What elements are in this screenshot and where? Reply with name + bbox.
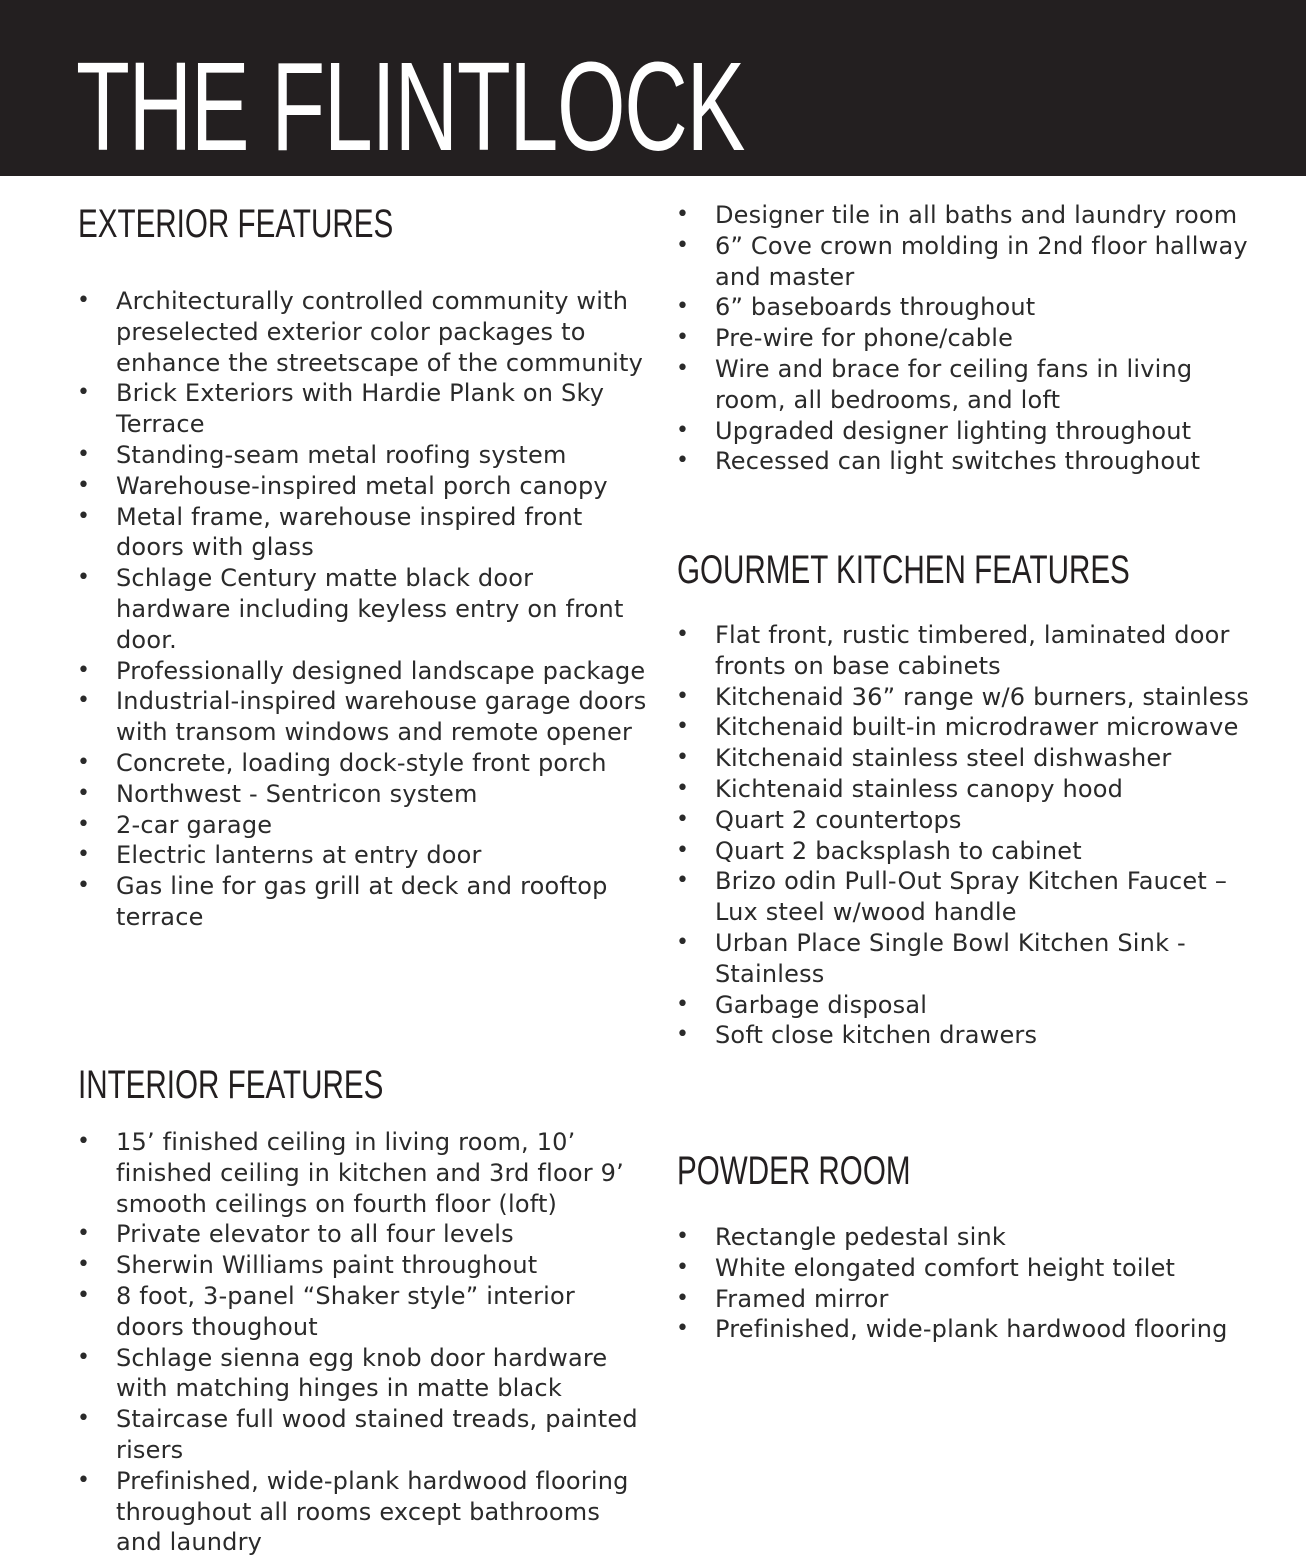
bullet-icon: • [676, 929, 690, 955]
list-item-text: Kitchenaid built-in microdrawer microwave [715, 713, 1239, 742]
list-item [77, 471, 649, 502]
list-item-text: Rectangle pedestal sink [715, 1223, 1006, 1251]
bullet-icon: • [77, 380, 91, 406]
list-item-text: Concrete, loading dock-style front porch [116, 748, 607, 777]
list-item-text: Kitchenaid stainless steel dishwasher [715, 744, 1172, 773]
list-item-text: Quart 2 backsplash to cabinet [715, 836, 1082, 865]
list-item-text: Schlage Century matte black door hardware including keyless entry on front door. [116, 564, 624, 654]
exterior-features-list [77, 286, 649, 933]
list-item [676, 1222, 1266, 1253]
bullet-icon: • [77, 1406, 91, 1432]
bullet-icon: • [676, 355, 690, 381]
bullet-icon: • [676, 325, 690, 351]
list-item-text: Pre-wire for phone/cable [715, 324, 1014, 353]
list-item-text: Schlage sienna egg knob door hardware with matching hinges in matte black [116, 1343, 608, 1403]
powder-room-list [676, 1222, 1266, 1345]
bullet-icon: • [77, 472, 91, 498]
list-item [77, 871, 649, 933]
bullet-icon: • [676, 417, 690, 443]
list-item [77, 779, 649, 810]
list-item-text: Framed mirror [715, 1284, 889, 1313]
list-item [77, 1127, 649, 1219]
list-item-text: Garbage disposal [715, 990, 928, 1019]
bullet-icon: • [77, 780, 91, 806]
list-item-text: Wire and brace for ceiling fans in living room, all bedrooms, and loft [715, 354, 1193, 414]
list-item-text: Soft close kitchen drawers [715, 1021, 1038, 1050]
bullet-icon: • [676, 202, 690, 227]
bullet-icon: • [77, 749, 91, 775]
list-item [676, 200, 1266, 231]
list-item-text: Designer tile in all baths and laundry room [715, 201, 1238, 229]
bullet-icon: • [77, 1282, 91, 1308]
list-item [676, 416, 1266, 447]
list-item [676, 805, 1266, 836]
list-item [77, 656, 649, 687]
list-item [77, 1219, 649, 1250]
list-item-text: Warehouse-inspired metal porch canopy [116, 471, 608, 500]
list-item [77, 748, 649, 779]
bullet-icon: • [77, 657, 91, 683]
list-item [676, 712, 1266, 743]
list-item [676, 682, 1266, 713]
list-item-text: Recessed can light switches throughout [715, 447, 1201, 476]
bullet-icon: • [676, 622, 690, 647]
list-item [77, 1343, 649, 1405]
kitchen-features-heading: GOURMET KITCHEN FEATURES [677, 548, 1130, 592]
list-item [676, 354, 1266, 416]
bullet-icon: • [77, 1344, 91, 1370]
bullet-icon: • [77, 441, 91, 467]
exterior-features-heading: EXTERIOR FEATURES [78, 202, 394, 246]
list-item [77, 502, 649, 564]
list-item [77, 1466, 649, 1558]
list-item [676, 620, 1266, 682]
list-item [676, 292, 1266, 323]
list-item [77, 840, 649, 871]
list-item-text: Staircase full wood stained treads, painted risers [116, 1405, 638, 1464]
list-item [77, 563, 649, 655]
bullet-icon: • [676, 1022, 690, 1048]
bullet-icon: • [676, 837, 690, 863]
bullet-icon: • [676, 714, 690, 740]
list-item-text: Prefinished, wide-plank hardwood flooring throughout all rooms except bathrooms and laundry [116, 1466, 629, 1557]
list-item-text: Standing-seam metal roofing system [116, 440, 567, 469]
list-item-text: Private elevator to all four levels [116, 1220, 514, 1249]
list-item [676, 743, 1266, 774]
list-item [676, 928, 1266, 990]
list-item [676, 774, 1266, 805]
list-item-text: Quart 2 countertops [715, 805, 962, 834]
list-item [77, 1281, 649, 1343]
bullet-icon: • [676, 1316, 690, 1342]
list-item [77, 378, 649, 440]
bullet-icon: • [77, 1221, 91, 1247]
list-item [77, 1250, 649, 1281]
page-title: THE FLINTLOCK [76, 36, 744, 177]
list-item [77, 440, 649, 471]
bullet-icon: • [77, 811, 91, 837]
bullet-icon: • [676, 991, 690, 1017]
list-item-text: Urban Place Single Bowl Kitchen Sink - Stainless [715, 928, 1186, 988]
bullet-icon: • [676, 745, 690, 771]
list-item-text: 2-car garage [116, 810, 273, 839]
bullet-icon: • [77, 1129, 91, 1154]
list-item-text: Brick Exteriors with Hardie Plank on Sky Terrace [116, 379, 605, 439]
bullet-icon: • [676, 448, 690, 474]
bullet-icon: • [676, 294, 690, 320]
list-item-text: Professionally designed landscape package [116, 656, 646, 685]
list-item-text: Prefinished, wide-plank hardwood flooring [715, 1315, 1228, 1344]
list-item-text: Electric lanterns at entry door [116, 841, 482, 870]
bullet-icon: • [77, 503, 91, 529]
interior-features-list [77, 1127, 649, 1558]
list-item [77, 1404, 649, 1466]
list-item-text: Kitchenaid 36” range w/6 burners, stainless [715, 682, 1250, 711]
list-item [676, 990, 1266, 1021]
list-item [676, 446, 1266, 477]
list-item [676, 1253, 1266, 1284]
list-item-text: Kichtenaid stainless canopy hood [715, 774, 1124, 803]
bullet-icon: • [77, 688, 91, 714]
bullet-icon: • [676, 683, 690, 709]
list-item-text: Gas line for gas grill at deck and rooftop terrace [116, 872, 608, 931]
list-item-text: Northwest - Sentricon system [116, 779, 478, 808]
list-item-text: 8 foot, 3-panel “Shaker style” interior doors thoughout [116, 1281, 575, 1341]
list-item-text: Architecturally controlled community with preselected exterior color packages to enhance the streetscape of the community [116, 287, 644, 377]
bullet-icon: • [676, 868, 690, 894]
list-item [676, 1314, 1266, 1345]
list-item [676, 1284, 1266, 1315]
bullet-icon: • [77, 873, 91, 899]
kitchen-features-list [676, 620, 1266, 1051]
list-item [77, 286, 649, 378]
bullet-icon: • [676, 1254, 690, 1280]
list-item-text: Industrial-inspired warehouse garage doors with transom windows and remote opener [116, 687, 647, 747]
list-item-text: White elongated comfort height toilet [715, 1253, 1176, 1282]
list-item [676, 231, 1266, 293]
bullet-icon: • [676, 806, 690, 832]
list-item [676, 836, 1266, 867]
list-item-text: Flat front, rustic timbered, laminated door fronts on base cabinets [715, 621, 1230, 680]
list-item-text: 15’ finished ceiling in living room, 10’ finished ceiling in kitchen and 3rd floor 9’ smooth ceilings on fourth floor (loft) [116, 1128, 624, 1218]
bullet-icon: • [77, 1467, 91, 1493]
bullet-icon: • [77, 288, 91, 313]
powder-room-heading: POWDER ROOM [677, 1149, 911, 1193]
bullet-icon: • [676, 232, 690, 258]
bullet-icon: • [77, 565, 91, 591]
bullet-icon: • [676, 1285, 690, 1311]
list-item [77, 810, 649, 841]
bullet-icon: • [77, 842, 91, 868]
list-item-text: Upgraded designer lighting throughout [715, 416, 1192, 445]
bullet-icon: • [676, 775, 690, 801]
list-item-text: 6” Cove crown molding in 2nd floor hallway and master [715, 231, 1248, 291]
list-item [676, 1020, 1266, 1051]
interior-features-heading: INTERIOR FEATURES [78, 1063, 384, 1107]
bullet-icon: • [676, 1224, 690, 1249]
list-item [676, 323, 1266, 354]
list-item [676, 866, 1266, 928]
title-banner [0, 0, 1306, 176]
list-item-text: Metal frame, warehouse inspired front doors with glass [116, 502, 583, 562]
list-item-text: Sherwin Williams paint throughout [116, 1251, 538, 1280]
interior-features-list-continued [676, 200, 1266, 477]
bullet-icon: • [77, 1252, 91, 1278]
list-item [77, 686, 649, 748]
list-item-text: 6” baseboards throughout [715, 293, 1036, 322]
list-item-text: Brizo odin Pull-Out Spray Kitchen Faucet – Lux steel w/wood handle [715, 867, 1228, 927]
